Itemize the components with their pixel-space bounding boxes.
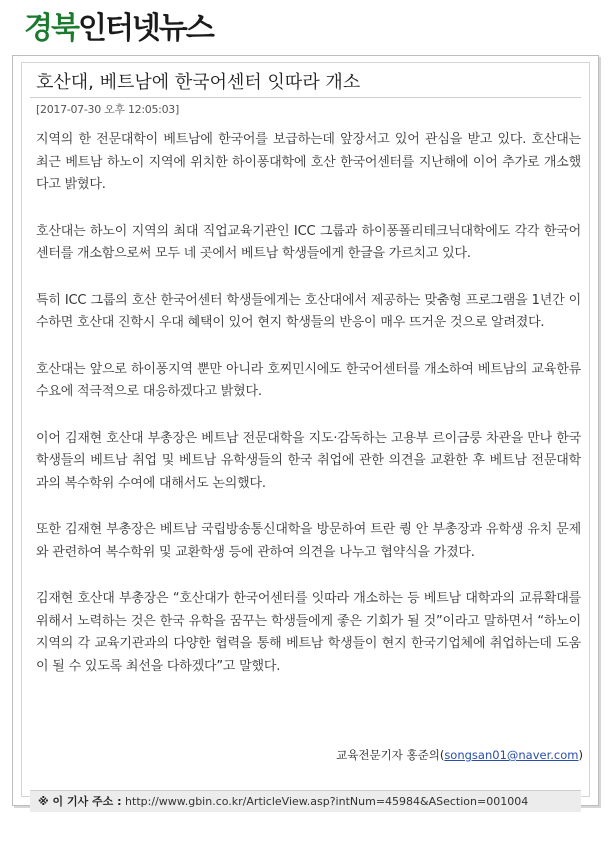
article-frame	[12, 55, 599, 806]
paragraph-1: 지역의 한 전문대학이 베트남에 한국어를 보급하는데 앞장서고 있어 관심을 받고 있다. 호산대는 최근 베트남 하노이 지역에 위치한 하이퐁대학에 호산 한국어센터를 지난해에 이어 추가로 개소했다고 밝혔다.	[36, 132, 581, 192]
byline-email-link[interactable]: songsan01@naver.com	[444, 748, 579, 762]
article-address-bar	[30, 790, 581, 812]
byline-author: 교육전문기자 홍준의(	[336, 748, 445, 762]
article-body	[36, 129, 581, 702]
title-divider	[30, 97, 581, 98]
site-logo[interactable]	[24, 9, 213, 49]
paragraph-2: 호산대는 하노이 지역의 최대 직업교육기관인 ICC 그룹과 하이퐁폴리테크닉대학에도 각각 한국어센터를 개소함으로써 모두 네 곳에서 베트남 학생들에게 한글을 가르치고 있다.	[36, 223, 581, 261]
byline	[336, 747, 583, 763]
logo-part-2: 인터넷뉴스	[77, 11, 213, 46]
article-container	[21, 62, 590, 808]
logo-part-1: 경북	[24, 11, 78, 46]
paragraph-4: 호산대는 앞으로 하이퐁지역 뿐만 아니라 호찌민시에도 한국어센터를 개소하여 베트남의 교육한류 수요에 적극적으로 대응하겠다고 밝혔다.	[36, 361, 581, 399]
paragraph-5: 이어 김재현 호산대 부총장은 베트남 전문대학을 지도·감독하는 고용부 르이금룽 차관을 만나 한국 학생들의 베트남 취업 및 베트남 유학생들의 한국 취업에 관한 의견을 교환한 후 베트남 전문대학과의 복수학위 수여에 대해서도 논의했다.	[36, 430, 581, 491]
paragraph-7: 김재현 호산대 부총장은 “호산대가 한국어센터를 잇따라 개소하는 등 베트남 대학과의 교류확대를 위해서 노력하는 것은 한국 유학을 꿈꾸는 학생들에게 좋은 기회가 될 것”이라고 말하면서 “하노이 지역의 각 교육기관과의 다양한 협력을 통해 베트남 학생들이 현지 한국기업체에 취업하는데 도움이 될 수 있도록 최선을 다하겠다”고 말했다.	[36, 591, 581, 674]
paragraph-6: 또한 김재현 부총장은 베트남 국립방송통신대학을 방문하여 트란 퀑 안 부총장과 유학생 유치 문제와 관련하여 복수학위 및 교환학생 등에 관하여 의견을 나누고 협약식을 가졌다.	[36, 522, 581, 560]
paragraph-3: 특히 ICC 그룹의 호산 한국어센터 학생들에게는 호산대에서 제공하는 맞춤형 프로그램을 1년간 이수하면 호산대 진학시 우대 혜택이 있어 현지 학생들의 반응이 매우 뜨거운 것으로 알려졌다.	[36, 292, 581, 330]
article-date: [2017-07-30 오후 12:05:03]	[36, 103, 179, 116]
address-url[interactable]: http://www.gbin.co.kr/ArticleView.asp?intNum=45984&ASection=001004	[125, 795, 529, 808]
article-title: 호산대, 베트남에 한국어센터 잇따라 개소	[36, 72, 361, 93]
byline-close: )	[578, 748, 583, 762]
address-label: ※ 이 기사 주소 :	[38, 795, 122, 808]
